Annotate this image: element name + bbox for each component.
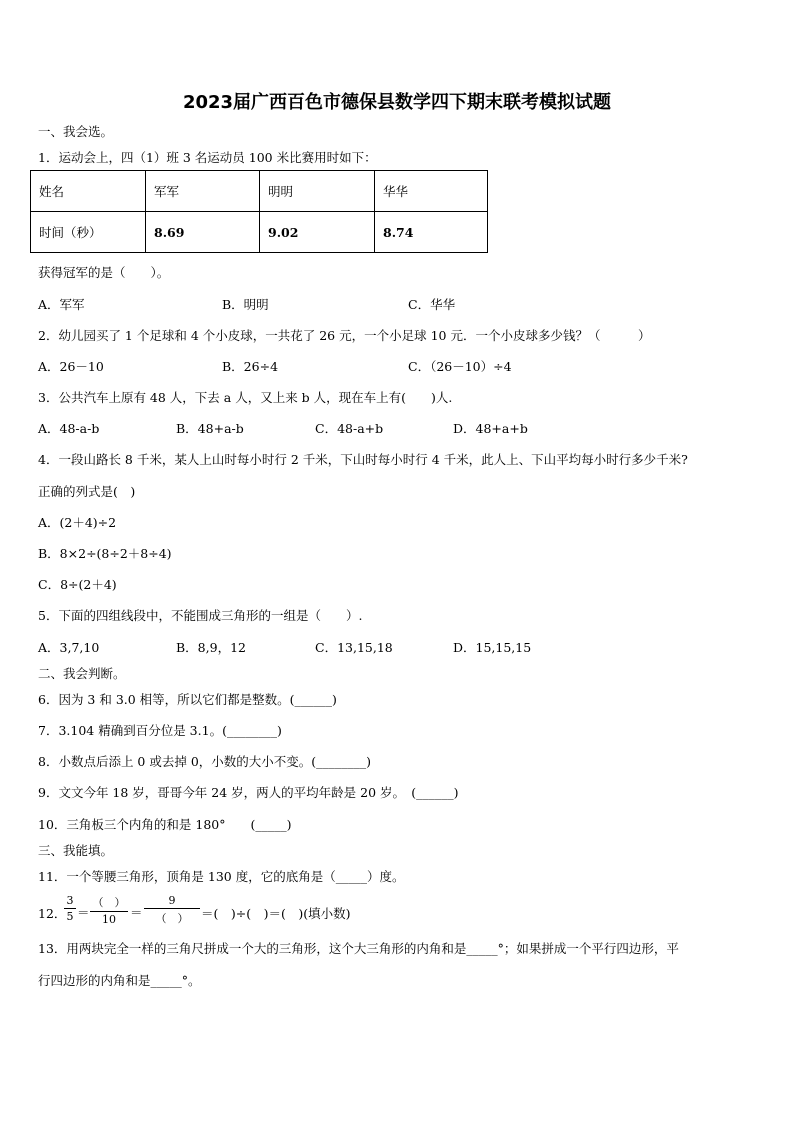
option-a: A．26－10 [38, 359, 104, 374]
question-2-text: 2．幼儿园买了 1 个足球和 4 个小皮球，一共花了 26 元，一个小足球 10 元．一个小皮球多少钱？（ ） [38, 328, 651, 343]
equals-sign: ＝ [77, 905, 90, 920]
option-d: D．48+a+b [453, 421, 528, 436]
question-10-text: 10．三角板三个内角的和是 180° (_____) [38, 817, 292, 832]
question-13-line-2: 行四边形的内角和是_____°。 [38, 973, 201, 988]
table-cell: 军军 [146, 171, 260, 212]
table-cell: 8.69 [146, 212, 260, 253]
table-cell: 明明 [260, 171, 375, 212]
question-5-text: 5．下面的四组线段中，不能围成三角形的一组是（ ）. [38, 608, 363, 623]
question-6-text: 6．因为 3 和 3.0 相等，所以它们都是整数。(______) [38, 692, 337, 707]
option-b: B．8×2÷(8÷2＋8÷4) [38, 546, 172, 561]
fraction-blank-10 [90, 894, 128, 926]
fraction-9-blank [144, 894, 200, 926]
question-1-prompt: 获得冠军的是（ ）。 [38, 265, 170, 280]
section-heading-fill: 三、我能填。 [38, 843, 114, 858]
question-11-text: 11．一个等腰三角形，顶角是 130 度，它的底角是（_____）度。 [38, 869, 405, 884]
table-cell: 姓名 [31, 171, 146, 212]
section-heading-judge: 二、我会判断。 [38, 666, 126, 681]
fraction-numerator: （ ） [90, 894, 128, 912]
fraction-denominator: 5 [66, 910, 74, 923]
table-cell: 时间（秒） [31, 212, 146, 253]
fraction-3-5 [64, 894, 76, 923]
fraction-numerator: 9 [144, 894, 200, 909]
table-cell: 9.02 [260, 212, 375, 253]
fraction-denominator: 10 [102, 913, 116, 926]
question-12-label: 12． [38, 906, 67, 921]
fraction-numerator: 3 [64, 894, 76, 909]
table-row [31, 171, 488, 212]
page-title: 2023届广西百色市德保县数学四下期末联考模拟试题 [182, 92, 612, 113]
option-a: A．48-a-b [38, 421, 100, 436]
question-8-text: 8．小数点后添上 0 或去掉 0，小数的大小不变。(________) [38, 754, 372, 769]
option-b: B．明明 [222, 297, 269, 312]
question-4-prompt: 正确的列式是( ) [38, 484, 136, 499]
fraction-denominator: （ ） [155, 912, 189, 925]
option-d: D．15,15,15 [453, 640, 532, 655]
option-b: B．48+a-b [176, 421, 244, 436]
question-7-text: 7．3.104 精确到百分位是 3.1。(________) [38, 723, 282, 738]
option-c: C．华华 [408, 297, 456, 312]
option-b: B．8,9，12 [176, 640, 246, 655]
table-row [31, 212, 488, 253]
equals-sign: ＝ [130, 905, 143, 920]
option-a: A．3,7,10 [38, 640, 100, 655]
option-c: C．（26－10）÷4 [408, 359, 512, 374]
option-b: B．26÷4 [222, 359, 279, 374]
option-c: C．8÷(2＋4) [38, 577, 117, 592]
question-4-text: 4．一段山路长 8 千米，某人上山时每小时行 2 千米，下山时每小时行 4 千米，此人上、下山平均每小时行多少千米? [38, 452, 688, 467]
question-13-line-1: 13．用两块完全一样的三角尺拼成一个大的三角形，这个大三角形的内角和是_____°；如果拼成一个平行四边形，平 [38, 941, 679, 956]
table-cell: 8.74 [375, 212, 488, 253]
option-c: C．13,15,18 [315, 640, 393, 655]
question-1-text: 1．运动会上，四（1）班 3 名运动员 100 米比赛用时如下： [38, 150, 377, 165]
table-cell: 华华 [375, 171, 488, 212]
question-12-tail: ＝( )÷( )＝( )(填小数) [201, 906, 351, 921]
option-c: C．48-a+b [315, 421, 384, 436]
option-a: A．军军 [38, 297, 85, 312]
race-time-table [30, 170, 488, 253]
option-a: A．(2＋4)÷2 [38, 515, 117, 530]
section-heading-choose: 一、我会选。 [38, 124, 114, 139]
question-3-text: 3．公共汽车上原有 48 人，下去 a 人，又上来 b 人，现在车上有( )人. [38, 390, 453, 405]
question-9-text: 9．文文今年 18 岁，哥哥今年 24 岁，两人的平均年龄是 20 岁。 (______) [38, 785, 459, 800]
